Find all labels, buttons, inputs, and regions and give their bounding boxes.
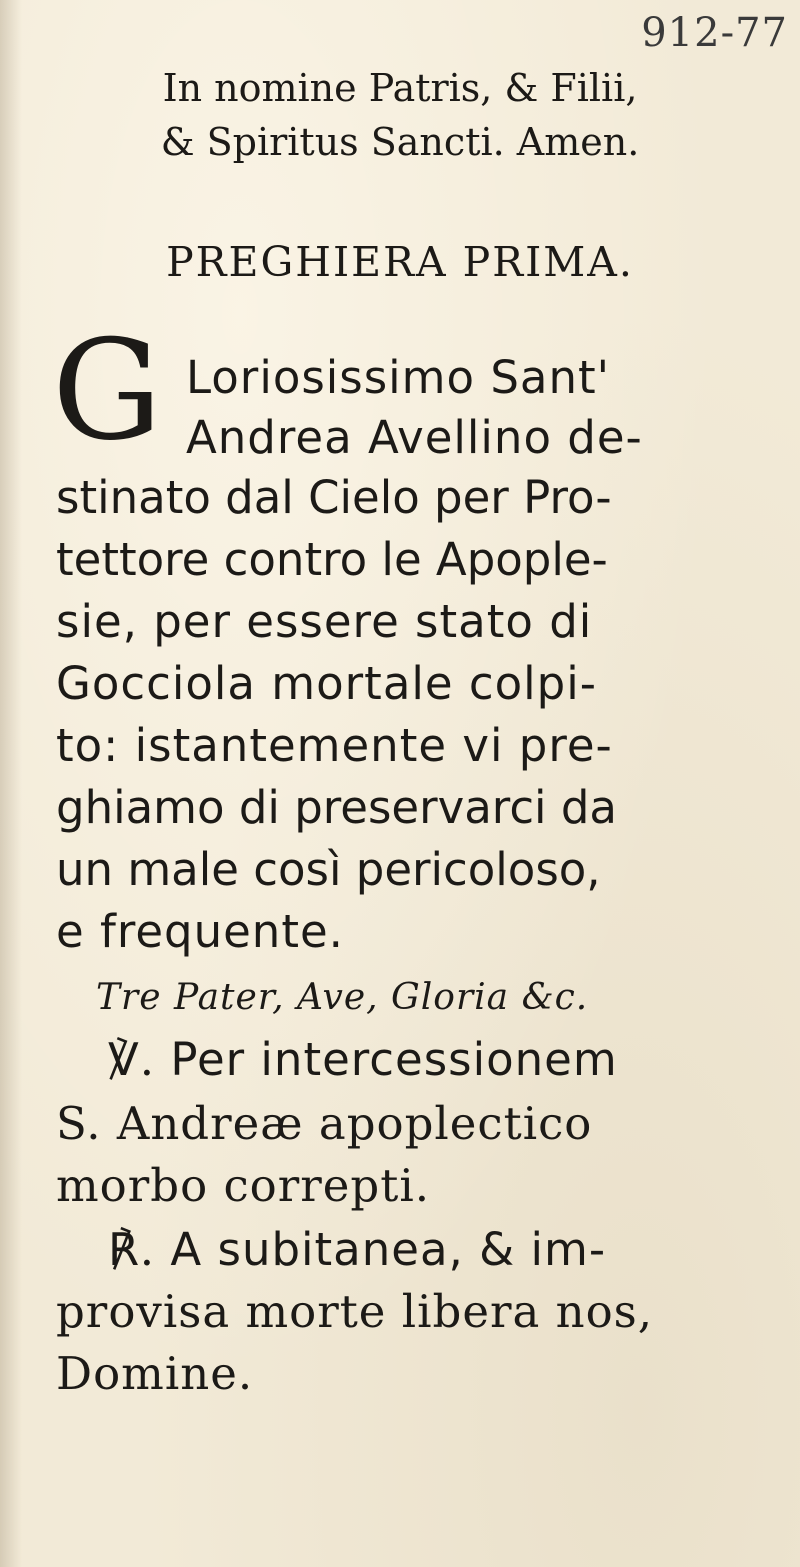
versicle-line-2: S. Andreæ apoplectico xyxy=(56,1097,593,1150)
rubric-line: Tre Pater, Ave, Gloria &c. xyxy=(96,977,589,1018)
response-text-1: A subitanea, & im- xyxy=(170,1223,607,1276)
prayer-line-10: e frequente. xyxy=(56,905,344,958)
prayer-line-6: Gocciola mortale colpi- xyxy=(56,657,597,710)
handwritten-shelfmark: 912-77 xyxy=(641,10,788,56)
response-line-1 xyxy=(108,1220,606,1280)
prayer-line-8: ghiamo di preservarci da xyxy=(56,781,618,834)
prayer-line-2: Andrea Avellino de- xyxy=(186,411,643,464)
page-gutter-shadow xyxy=(0,0,22,1567)
versicle-text-1: Per intercessionem xyxy=(170,1033,618,1086)
response-symbol: ℟. xyxy=(108,1223,156,1276)
drop-cap-initial: G xyxy=(52,310,163,471)
invocation-line-2: & Spiritus Sancti. Amen. xyxy=(160,120,640,164)
prayer-line-7: to: istantemente vi pre- xyxy=(56,719,613,772)
prayer-line-3: stinato dal Cielo per Pro- xyxy=(56,471,612,524)
versicle-symbol: ℣. xyxy=(108,1033,156,1086)
prayer-line-4: tettore contro le Apople- xyxy=(56,533,608,586)
prayer-line-1: Loriosissimo Sant' xyxy=(186,351,611,404)
versicle-line-3: morbo correpti. xyxy=(56,1159,431,1212)
response-line-2: provisa morte libera nos, xyxy=(56,1285,654,1338)
invocation-line-1: In nomine Patris, & Filii, xyxy=(162,66,638,110)
prayer-line-5: sie, per essere stato di xyxy=(56,595,593,648)
versicle-line-1 xyxy=(108,1030,618,1090)
prayer-line-9: un male così pericoloso, xyxy=(56,843,601,896)
response-line-3: Domine. xyxy=(56,1347,254,1400)
page-title: PREGHIERA PRIMA. xyxy=(166,238,634,286)
